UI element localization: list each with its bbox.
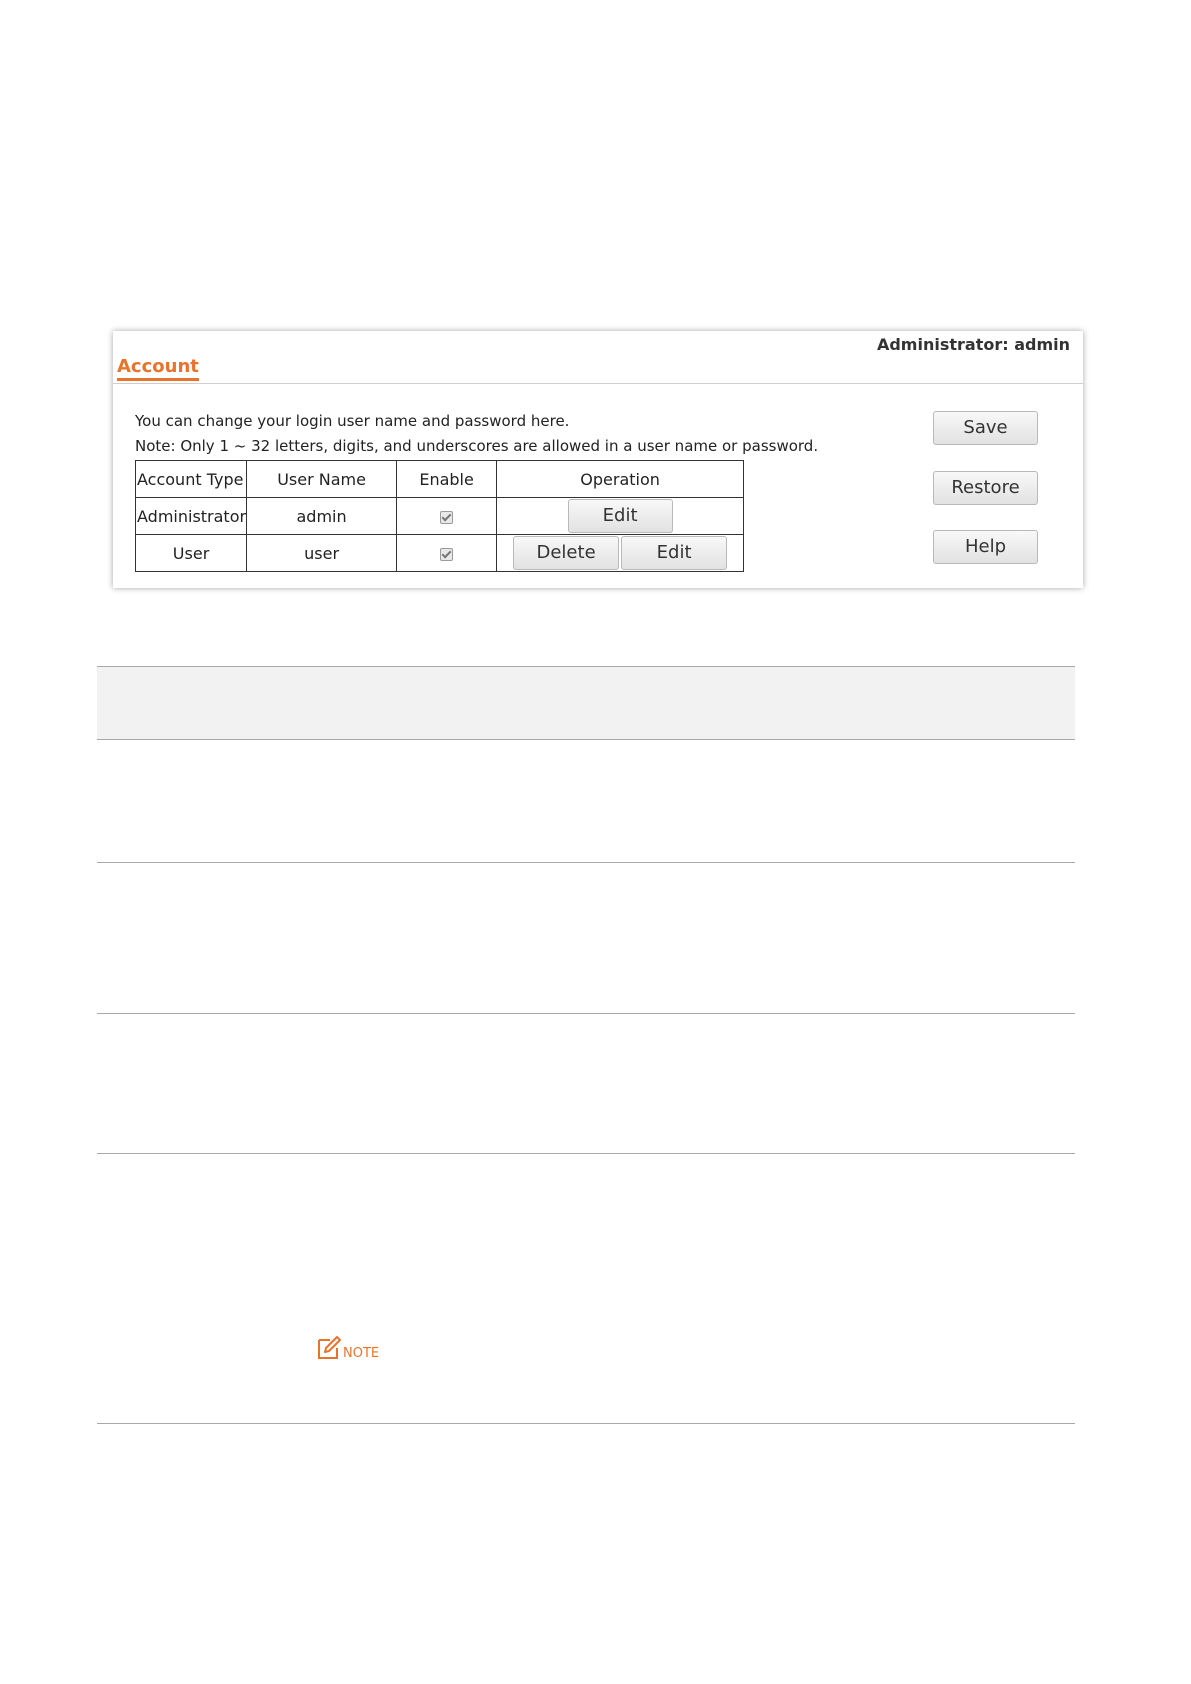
header-operation: Operation [497, 461, 744, 498]
table-divider [97, 1153, 1075, 1154]
cell-account-type: User [136, 535, 247, 572]
restore-button[interactable]: Restore [933, 471, 1038, 505]
enable-checkbox-user[interactable] [440, 548, 453, 561]
table-row [136, 535, 744, 572]
save-button[interactable]: Save [933, 411, 1038, 445]
table-divider [97, 1423, 1075, 1424]
administrator-label: Administrator: admin [876, 335, 1070, 354]
header-user-name: User Name [247, 461, 397, 498]
edit-admin-button[interactable]: Edit [568, 499, 673, 533]
description-text: You can change your login user name and password here. [135, 412, 570, 430]
header-enable: Enable [397, 461, 497, 498]
page-title: Account [117, 356, 199, 381]
account-panel [113, 331, 1083, 588]
cell-operation [497, 535, 744, 572]
account-table [135, 460, 744, 572]
table-row [136, 498, 744, 535]
cell-user-name: user [247, 535, 397, 572]
cell-user-name: admin [247, 498, 397, 535]
header-account-type: Account Type [136, 461, 247, 498]
table-divider [97, 862, 1075, 863]
cell-enable [397, 535, 497, 572]
note-label: NOTE [343, 1346, 380, 1361]
note-pencil-icon [316, 1335, 342, 1361]
note-text: Note: Only 1 ~ 32 letters, digits, and underscores are allowed in a user name or password. [135, 437, 819, 455]
cell-account-type: Administrator [136, 498, 247, 535]
note-marker [316, 1335, 379, 1361]
edit-user-button[interactable]: Edit [621, 536, 727, 570]
cell-enable [397, 498, 497, 535]
cell-operation [497, 498, 744, 535]
enable-checkbox-admin[interactable] [440, 511, 453, 524]
delete-user-button[interactable]: Delete [513, 536, 619, 570]
parameter-table-header [97, 666, 1075, 740]
help-button[interactable]: Help [933, 530, 1038, 564]
table-divider [97, 1013, 1075, 1014]
table-header-row [136, 461, 744, 498]
title-divider [113, 383, 1083, 384]
